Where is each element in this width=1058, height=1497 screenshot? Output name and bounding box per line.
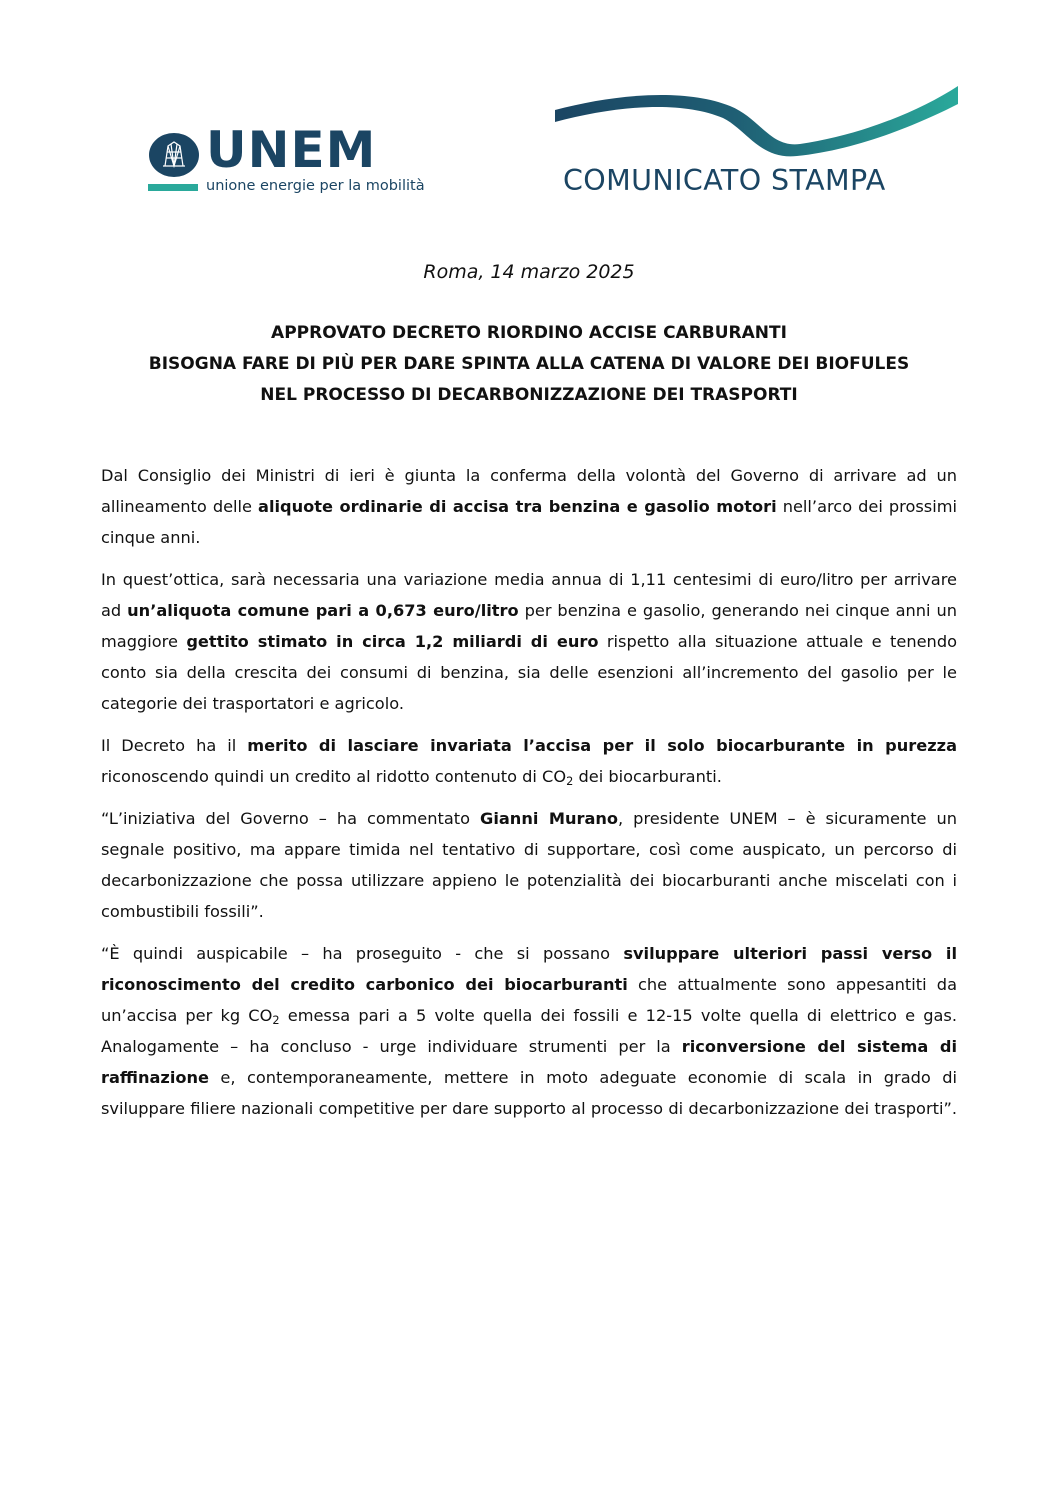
paragraph [101,730,957,792]
text-run: per benzina e gasolio, generando nei cinque anni un maggiore [101,601,957,651]
bold-run: merito di lasciare invariata l’accisa per il solo biocarburante in purezza [247,736,957,755]
logo-wordmark: UNEM [206,121,377,179]
text-run: , presidente UNEM – è sicuramente un segnale positivo, ma appare timida nel tentativo di supportare, così come auspicato, un percorso di decarbonizzazione che possa utilizzare appieno le potenzialità dei biocarburanti anche miscelati con i combustibili fossili”. [101,809,957,921]
press-swoosh-graphic [555,80,960,160]
bold-run: gettito stimato in circa 1,2 miliardi di euro [186,632,599,651]
text-run: Dal Consiglio dei Ministri di ieri è giunta la conferma della volontà del Governo di arrivare ad un allineamento delle [101,466,957,516]
text-run: riconoscendo quindi un credito al ridotto contenuto di CO [101,767,567,786]
logo-tagline: unione energie per la mobilità [206,178,425,194]
bold-run: sviluppare ulteriori passi verso il riconoscimento del credito carbonico dei biocarburanti [101,944,957,994]
bold-run: riconversione del sistema di raffinazione [101,1037,957,1087]
text-run: Il Decreto ha il [101,736,248,755]
paragraph [101,938,957,1124]
press-release-body [101,460,957,1135]
text-run: “È quindi auspicabile – ha proseguito - che si possano [101,944,624,963]
text-run: rispetto alla situazione attuale e tenendo conto sia della crescita dei consumi di benzina, sia delle esenzioni all’incremento del gasolio per le categorie dei trasportatori e agricolo. [101,632,957,713]
headline-line: NEL PROCESSO DI DECARBONIZZAZIONE DEI TRASPORTI [260,385,798,405]
bold-run: aliquote ordinarie di accisa tra benzina e gasolio motori [258,497,777,516]
text-run: In quest’ottica, sarà necessaria una variazione media annua di 1,11 centesimi di euro/litro per arrivare ad [101,570,957,620]
text-run: nell’arco dei prossimi cinque anni. [101,497,957,547]
bold-run: un’aliquota comune pari a 0,673 euro/litro [127,601,519,620]
subscript: 2 [272,1012,280,1027]
subscript: 2 [566,773,574,788]
bold-run: Gianni Murano [480,809,619,828]
page-header [0,0,1058,230]
paragraph [101,460,957,553]
text-run: che attualmente sono appesantiti da un’accisa per kg CO [101,975,957,1025]
dateline: Roma, 14 marzo 2025 [423,261,635,283]
paragraph [101,564,957,719]
headline-line: BISOGNA FARE DI PIÙ PER DARE SPINTA ALLA CATENA DI VALORE DEI BIOFULES [148,354,910,374]
headline [90,318,968,411]
headline-line: APPROVATO DECRETO RIORDINO ACCISE CARBURANTI [271,323,787,343]
text-run: dei biocarburanti. [573,767,722,786]
unem-logo [148,121,425,198]
text-run: emessa pari a 5 volte quella dei fossili e 12-15 volte quella di elettrico e gas. Analogamente – ha concluso - urge individuare strumenti per la [101,1006,957,1056]
press-release-label: COMUNICATO STAMPA [563,164,886,197]
text-run: e, contemporaneamente, mettere in moto adeguate economie di scala in grado di sviluppare filiere nazionali competitive per dare supporto al processo di decarbonizzazione dei trasporti”. [101,1068,957,1118]
text-run: “L’iniziativa del Governo – ha commentato [101,809,481,828]
paragraph [101,803,957,927]
logo-accent-bar [148,184,198,191]
confindustria-emblem-icon [148,132,200,178]
